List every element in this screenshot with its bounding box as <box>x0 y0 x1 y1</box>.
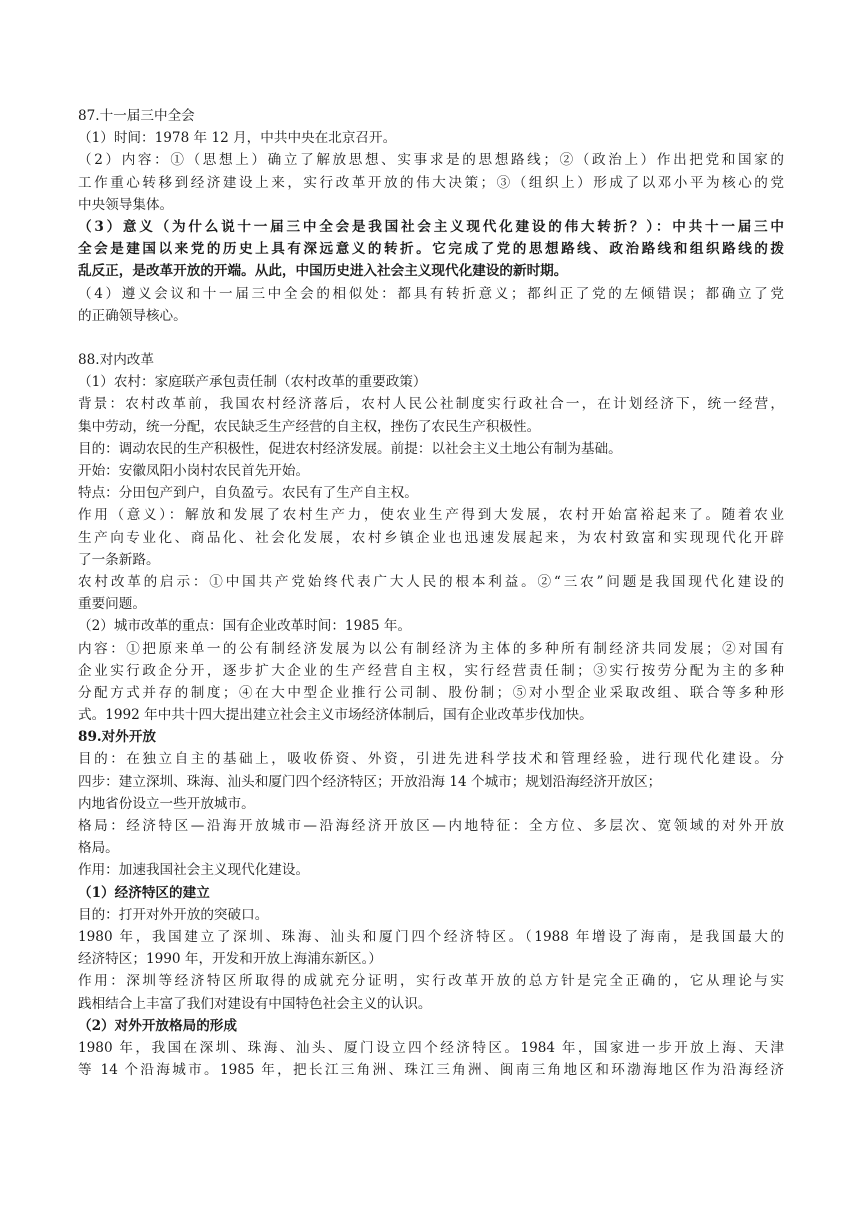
text-line: 了一条新路。 <box>78 551 160 568</box>
text-line: 目的：在独立自主的基础上，吸收侨资、外资，引进先进科学技术和管理经验，进行现代化建设。分 <box>78 751 784 768</box>
text-line: 分配方式并存的制度；④在大中型企业推行公司制、股份制；⑤对小型企业采取改组、联合等多种形 <box>78 684 784 701</box>
text-line: 乱反正，是改革开放的开端。从此，中国历史进入社会主义现代化建设的新时期。 <box>78 263 568 280</box>
text-line: （1）经济特区的建立 <box>78 884 210 901</box>
text-line: 作用（意义）：解放和发展了农村生产力，使农业生产得到大发展，农村开始富裕起来了。随着农业 <box>78 507 784 524</box>
text-line: （2）城市改革的重点：国有企业改革时间：1985 年。 <box>78 618 412 635</box>
text-line: （1）农村：家庭联产承包责任制（农村改革的重要政策） <box>78 374 427 391</box>
text-line: 践相结合上丰富了我们对建设有中国特色社会主义的认识。 <box>78 995 432 1012</box>
text-line: 格局：经济特区—沿海开放城市—沿海经济开放区—内地特征：全方位、多层次、宽领域的对外开放 <box>78 818 784 834</box>
text-line: 内容：①把原来单一的公有制经济发展为以公有制经济为主体的多种所有制经济共同发展；②对国有 <box>78 640 784 657</box>
text-line: 等 14 个沿海城市。1985 年，把长江三角洲、珠江三角洲、闽南三角地区和环渤海地区作为沿海经济 <box>78 1062 784 1079</box>
text-line: 全会是建国以来党的历史上具有深远意义的转折。它完成了党的思想路线、政治路线和组织路线的拨 <box>78 241 784 258</box>
blank-line <box>78 327 784 349</box>
text-line: 四步：建立深圳、珠海、汕头和厦门四个经济特区；开放沿海 14 个城市；规划沿海经济开放区； <box>78 773 662 790</box>
text-line: 背景：农村改革前，我国农村经济落后，农村人民公社制度实行政社合一，在计划经济下，统一经营， <box>78 396 784 413</box>
text-line: 1980 年，我国在深圳、珠海、汕头、厦门设立四个经济特区。1984 年，国家进一步开放上海、天津 <box>78 1039 784 1056</box>
text-line: 开始：安徽凤阳小岗村农民首先开始。 <box>78 463 310 479</box>
text-line: 经济特区；1990 年，开发和开放上海浦东新区。） <box>78 951 382 968</box>
text-line: 农村改革的启示：①中国共产党始终代表广大人民的根本利益。②“三农”问题是我国现代化建设的 <box>78 573 784 590</box>
text-line: 格局。 <box>78 840 119 857</box>
text-line: 1980 年，我国建立了深圳、珠海、汕头和厦门四个经济特区。（1988 年增设了海南，是我国最大的 <box>78 928 784 945</box>
text-line: 集中劳动，统一分配，农民缺乏生产经营的自主权，挫伤了农民生产积极性。 <box>78 418 541 435</box>
text-line: 作用：加速我国社会主义现代化建设。 <box>78 862 310 879</box>
text-line: 重要问题。 <box>78 596 146 613</box>
text-line: 工作重心转移到经济建设上来，实行改革开放的伟大决策；③（组织上）形成了以邓小平为核心的党 <box>78 174 784 191</box>
text-line: （3）意义（为什么说十一届三中全会是我国社会主义现代化建设的伟大转折？）：中共十一届三中 <box>78 218 784 235</box>
text-line: （1）时间：1978 年 12 月，中共中央在北京召开。 <box>78 130 397 147</box>
text-line: 作用：深圳等经济特区所取得的成就充分证明，实行改革开放的总方针是完全正确的，它从理论与实 <box>78 973 784 990</box>
document-body <box>78 105 784 1081</box>
text-line: 生产向专业化、商品化、社会化发展，农村乡镇企业也迅速发展起来，为农村致富和实现现代化开辟 <box>78 529 784 546</box>
text-line: 88.对内改革 <box>78 352 154 369</box>
text-line: 内地省份设立一些开放城市。 <box>78 795 255 812</box>
text-line: 特点：分田包产到户，自负盈亏。农民有了生产自主权。 <box>78 485 418 502</box>
text-line: 87.十一届三中全会 <box>78 108 195 124</box>
text-line: （2）对外开放格局的形成 <box>78 1017 237 1034</box>
text-line: 中央领导集体。 <box>78 196 174 213</box>
text-line: （4）遵义会议和十一届三中全会的相似处：都具有转折意义；都纠正了党的左倾错误；都确立了党 <box>78 285 784 302</box>
text-line: 目的：调动农民的生产积极性，促进农村经济发展。前提：以社会主义土地公有制为基础。 <box>78 440 622 457</box>
text-line: 89.对外开放 <box>78 729 157 746</box>
text-line: 的正确领导核心。 <box>78 307 187 324</box>
text-line: （2）内容：①（思想上）确立了解放思想、实事求是的思想路线；②（政治上）作出把党和国家的 <box>78 152 784 169</box>
text-line: 目的：打开对外开放的突破口。 <box>78 906 269 923</box>
text-line: 式。1992 年中共十四大提出建立社会主义市场经济体制后，国有企业改革步伐加快。 <box>78 707 593 724</box>
text-line: 企业实行政企分开，逐步扩大企业的生产经营自主权，实行经营责任制；③实行按劳分配为主的多种 <box>78 662 784 679</box>
